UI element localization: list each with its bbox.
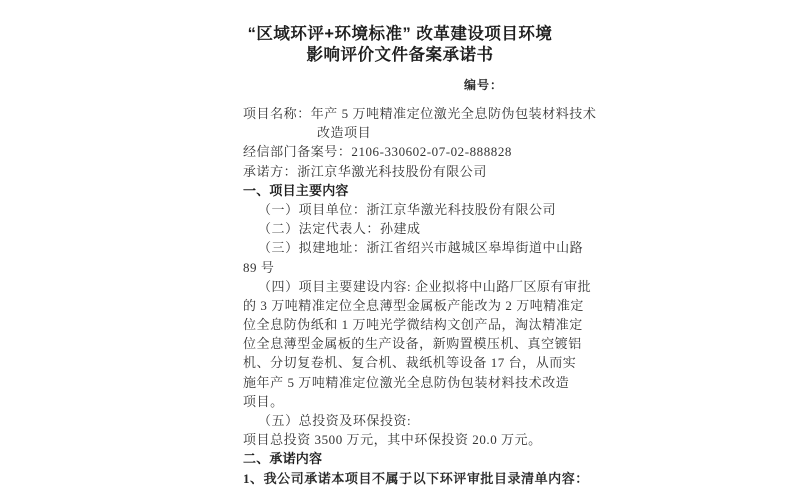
project-name-line-1: 项目名称：年产 5 万吨精准定位激光全息防伪包装材料技术 <box>243 106 597 121</box>
serial-number-label: 编号： <box>464 78 504 92</box>
item-2-legal-representative: （二）法定代表人：孙建成 <box>258 221 421 237</box>
item-4-construction-line-4: 位全息薄型金属板的生产设备，新购置模压机、真空镀铝 <box>243 336 582 352</box>
investment-detail-line: 项目总投资 3500 万元，其中环保投资 20.0 万元。 <box>243 432 542 448</box>
document-title <box>0 24 800 65</box>
document-title-line-2: 影响评价文件备案承诺书 <box>306 45 494 64</box>
committer-line: 承诺方：浙江京华激光科技股份有限公司 <box>243 163 487 179</box>
section-2-heading: 二、承诺内容 <box>243 451 323 467</box>
item-3-address-line-1: （三）拟建地址：浙江省绍兴市越城区皋埠街道中山路 <box>258 240 584 256</box>
item-4-construction-line-3: 位全息防伪纸和 1 万吨光学微结构文创产品，淘汰精准定 <box>243 317 583 333</box>
commitment-item-1: 1、我公司承诺本项目不属于以下环评审批目录清单内容： <box>243 470 589 486</box>
project-name-line-2: 改造项目 <box>317 125 372 141</box>
filing-number-line: 经信部门备案号：2106-330602-07-02-888828 <box>243 144 512 160</box>
document-body <box>243 104 597 488</box>
item-3-address-line-2: 89 号 <box>243 259 275 275</box>
item-4-construction-line-1: （四）项目主要建设内容: 企业拟将中山路厂区原有审批 <box>258 278 592 294</box>
section-1-heading: 一、项目主要内容 <box>243 182 349 198</box>
item-4-construction-line-2: 的 3 万吨精准定位全息薄型金属板产能改为 2 万吨精准定 <box>243 297 584 313</box>
item-4-construction-line-7: 项目。 <box>243 393 284 409</box>
item-4-construction-line-6: 施年产 5 万吨精准定位激光全息防伪包装材料技术改造 <box>243 374 570 390</box>
item-5-investment-heading: （五）总投资及环保投资: <box>258 413 412 428</box>
document-title-line-1: “区域环评+环境标准” 改革建设项目环境 <box>247 25 553 43</box>
item-1-project-unit: （一）项目单位：浙江京华激光科技股份有限公司 <box>258 201 557 217</box>
item-4-construction-line-5: 机、分切复卷机、复合机、裁纸机等设备 17 台，从而实 <box>243 355 577 371</box>
